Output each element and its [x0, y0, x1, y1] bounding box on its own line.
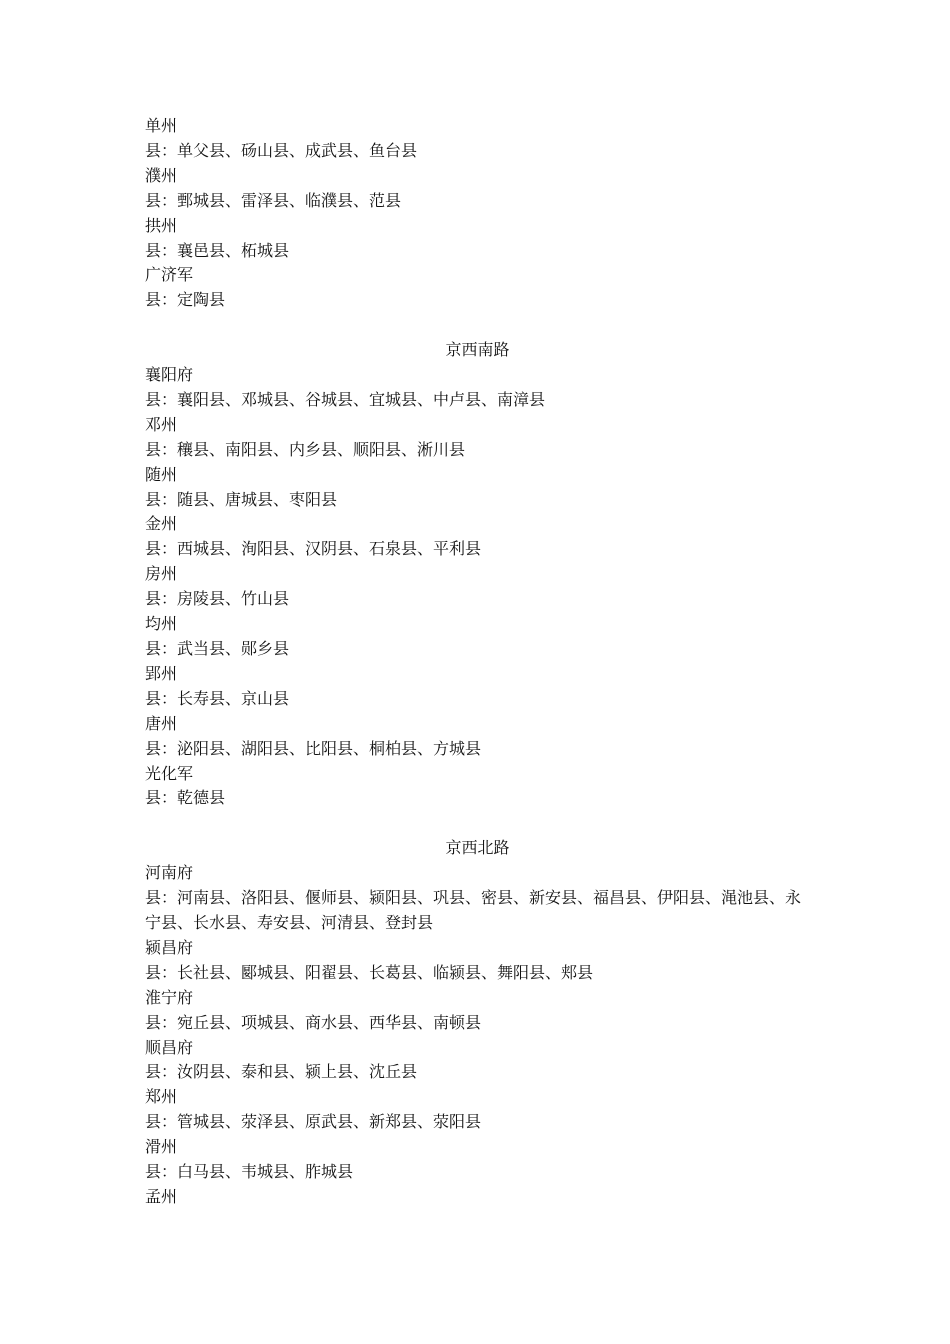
- county-list: 县：随县、唐城县、枣阳县: [145, 489, 338, 509]
- prefecture-name: 郢州: [145, 663, 178, 683]
- prefecture-name: 郑州: [145, 1087, 178, 1107]
- prefecture-name: 襄阳府: [145, 365, 194, 385]
- prefecture-name: 唐州: [145, 713, 178, 733]
- county-list: 县：长社县、郾城县、阳翟县、长葛县、临颍县、舞阳县、郏县: [145, 962, 594, 982]
- prefecture-name: 河南府: [145, 863, 194, 883]
- prefecture-name: 随州: [145, 464, 178, 484]
- prefecture-name: 颍昌府: [145, 937, 194, 957]
- route-heading: 京西北路: [445, 838, 510, 858]
- county-list: 县：武当县、郧乡县: [145, 639, 290, 659]
- prefecture-name: 光化军: [145, 763, 194, 783]
- section-jingxi-south: [145, 338, 810, 811]
- county-list: 县：管城县、荥泽县、原武县、新郑县、荥阳县: [145, 1112, 482, 1132]
- prefecture-name: 拱州: [145, 215, 178, 235]
- prefecture-name: 孟州: [145, 1186, 178, 1206]
- prefecture-name: 金州: [145, 514, 178, 534]
- prefecture-name: 濮州: [145, 165, 178, 185]
- county-list: 县：河南县、洛阳县、偃师县、颍阳县、巩县、密县、新安县、福昌县、伊阳县、渑池县、永宁县、长水县、寿安县、河清县、登封县: [145, 888, 802, 932]
- document-body: [145, 114, 810, 1210]
- route-heading: 京西南路: [445, 340, 510, 360]
- county-list: 县：襄阳县、邓城县、谷城县、宜城县、中卢县、南漳县: [145, 389, 546, 409]
- county-list: 县：穰县、南阳县、内乡县、顺阳县、淅川县: [145, 439, 466, 459]
- prefecture-name: 淮宁府: [145, 987, 194, 1007]
- county-list: 县：襄邑县、柘城县: [145, 240, 290, 260]
- prefecture-name: 邓州: [145, 414, 178, 434]
- county-list: 县：汝阴县、泰和县、颍上县、沈丘县: [145, 1062, 418, 1082]
- county-list: 县：鄄城县、雷泽县、临濮县、范县: [145, 190, 402, 210]
- county-list: 县：泌阳县、湖阳县、比阳县、桐柏县、方城县: [145, 738, 482, 758]
- county-list: 县：单父县、砀山县、成武县、鱼台县: [145, 140, 418, 160]
- prefecture-name: 顺昌府: [145, 1037, 194, 1057]
- county-list: 县：西城县、洵阳县、汉阴县、石泉县、平利县: [145, 539, 482, 559]
- prefecture-name: 均州: [145, 614, 178, 634]
- section-jingxi-north: [145, 836, 810, 1210]
- county-list: 县：房陵县、竹山县: [145, 589, 290, 609]
- section-continued: [145, 114, 810, 313]
- prefecture-name: 广济军: [145, 265, 194, 285]
- county-list: 县：宛丘县、项城县、商水县、西华县、南顿县: [145, 1012, 482, 1032]
- prefecture-name: 滑州: [145, 1137, 178, 1157]
- county-list: 县：定陶县: [145, 290, 226, 310]
- county-list: 县：乾德县: [145, 788, 226, 808]
- county-list: 县：白马县、韦城县、胙城县: [145, 1162, 354, 1182]
- prefecture-name: 单州: [145, 116, 178, 135]
- prefecture-name: 房州: [145, 564, 178, 584]
- county-list: 县：长寿县、京山县: [145, 688, 290, 708]
